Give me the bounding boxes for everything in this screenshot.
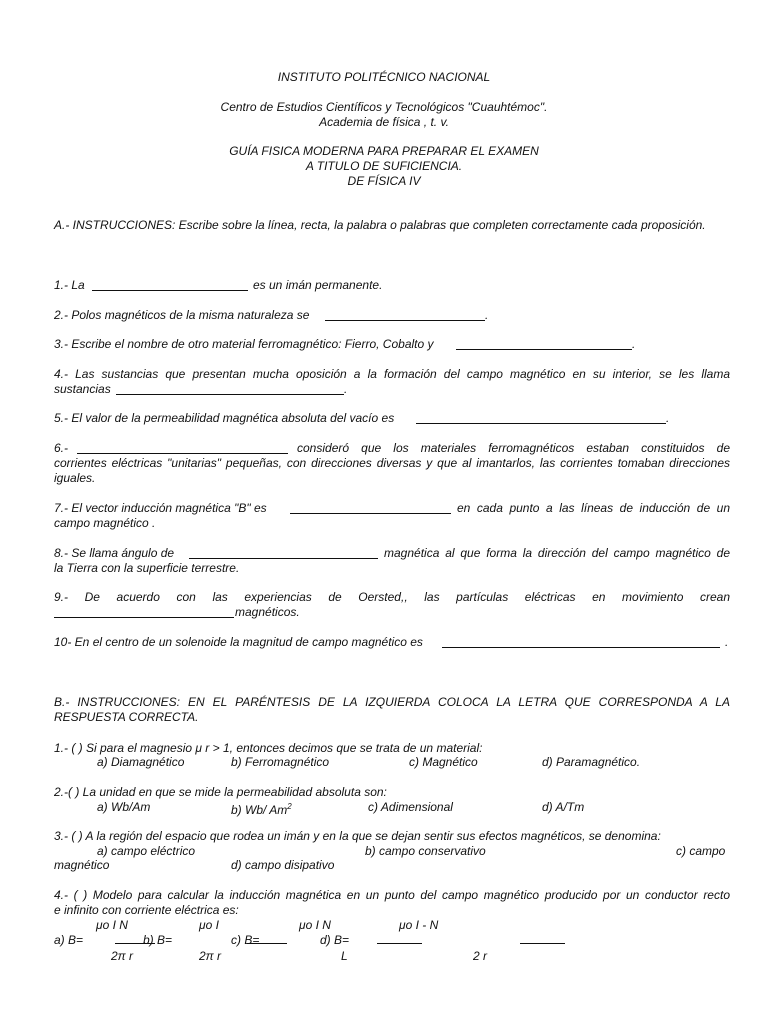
b-q3-option-c[interactable]: c) campo	[676, 844, 726, 858]
b-q4-option-a[interactable]: a) B=	[54, 933, 84, 947]
b-q2-option-b-text: b) Wb/ Am	[231, 803, 288, 817]
b-q1-option-b[interactable]: b) Ferromagnético	[231, 755, 330, 769]
b-q1-option-d[interactable]: d) Paramagnético.	[542, 755, 641, 769]
a-q4-period: .	[344, 382, 348, 396]
a-q1-suffix: es un imán permanente.	[253, 278, 383, 292]
a-q4-line2: sustancias	[54, 382, 111, 396]
a-q7-prefix: 7.- El vector inducción magnética "B" es	[54, 501, 267, 515]
b-q4-denominator-c: L	[341, 949, 348, 963]
b-q2-text: 2.-( ) La unidad en que se mide la permeabilidad absoluta son:	[54, 785, 387, 799]
b-q3-option-b[interactable]: b) campo conservativo	[365, 844, 486, 858]
b-q2-option-a[interactable]: a) Wb/Am	[97, 800, 151, 814]
a-q9-line1: 9.- De acuerdo con las experiencias de Oersted,, las partículas eléctricas en movimiento crean	[54, 590, 730, 604]
b-q4-numerator-d: μo I - N	[399, 918, 439, 932]
a-q5-text: 5.- El valor de la permeabilidad magnética absoluta del vacío es	[54, 411, 395, 425]
b-q3-text: 3.- ( ) A la región del espacio que rodea un imán y en la que se dejan sentir sus efectos magnéticos, se denomina:	[54, 829, 661, 843]
a-q5-period: .	[666, 411, 670, 425]
a-q6-rest: corrientes eléctricas "unitarias" pequeñas, con direcciones diversas y que al imantarlos, las corrientes tomaban direcciones iguales.	[54, 456, 730, 485]
b-q2-option-d[interactable]: d) A/Tm	[542, 800, 585, 814]
a-q8-blank[interactable]	[189, 558, 378, 559]
b-q1-text: 1.- ( ) Si para el magnesio μ r > 1, entonces decimos que se trata de un material:	[54, 741, 483, 755]
b-q4-numerator-c: μo I N	[299, 918, 331, 932]
b-q2-option-b[interactable]	[231, 800, 292, 817]
a-q10-period: .	[725, 635, 729, 649]
a-q1-blank[interactable]	[92, 290, 248, 291]
a-q2-blank[interactable]	[325, 320, 485, 321]
academy-name: Academia de física , t. v.	[319, 115, 449, 129]
b-q2-option-c[interactable]: c) Adimensional	[368, 800, 453, 814]
guide-title-line3: DE FÍSICA IV	[347, 174, 421, 188]
institution-title: INSTITUTO POLITÉCNICO NACIONAL	[277, 70, 491, 84]
b-q4-denominator-a: 2π r	[111, 949, 134, 963]
b-q4-fraction-bar-c	[247, 943, 287, 944]
a-q6-blank[interactable]	[77, 453, 288, 454]
a-q2-text: 2.- Polos magnéticos de la misma naturaleza se	[54, 308, 310, 322]
b-q1-option-c[interactable]: c) Magnético	[409, 755, 478, 769]
a-q4-blank[interactable]	[116, 394, 344, 395]
a-q1-prefix: 1.- La	[54, 278, 85, 292]
b-q4-option-d[interactable]: d) B=	[320, 933, 350, 947]
b-q4-numerator-a: μo I N	[96, 918, 128, 932]
b-q4-text-line1: 4.- ( ) Modelo para calcular la inducción magnética en un punto del campo magnético producido por un conductor recto	[54, 888, 730, 902]
a-q2-period: .	[485, 308, 489, 322]
center-name: Centro de Estudios Científicos y Tecnológicos "Cuauhtémoc".	[220, 100, 548, 114]
b-q4-denominator-b: 2π r	[199, 949, 222, 963]
a-q3-text: 3.- Escribe el nombre de otro material ferromagnético: Fierro, Cobalto y	[54, 337, 434, 351]
a-q9-blank[interactable]	[54, 617, 234, 618]
a-q4-line1: 4.- Las sustancias que presentan mucha oposición a la formación del campo magnético en su interior, se les llama	[54, 367, 730, 381]
b-q4-fraction-bar-extra	[520, 943, 565, 944]
b-q4-option-c[interactable]: c) B=	[231, 933, 260, 947]
b-q4-numerator-b: μo I	[199, 918, 219, 932]
a-q8-prefix: 8.- Se llama ángulo de	[54, 546, 175, 560]
b-q4-denominator-d: 2 r	[473, 949, 488, 963]
a-q8-suffix: magnética al que forma la dirección del campo magnético de	[384, 546, 730, 560]
b-q4-text-line2: e infinito con corriente eléctrica es:	[54, 903, 239, 917]
b-q4-option-b[interactable]: b) B=	[143, 933, 173, 947]
a-q9-line2: magnéticos.	[235, 605, 300, 619]
a-q7-suffix: en cada punto a las líneas de inducción de un	[457, 501, 730, 515]
a-q10-text: 10- En el centro de un solenoide la magnitud de campo magnético es	[54, 635, 423, 649]
a-q8-line2: la Tierra con la superficie terrestre.	[54, 561, 240, 575]
a-q7-blank[interactable]	[290, 513, 451, 514]
b-q3-option-d[interactable]: d) campo disipativo	[231, 858, 335, 872]
b-q3-option-a[interactable]: a) campo eléctrico	[97, 844, 196, 858]
b-q1-option-a[interactable]: a) Diamagnético	[97, 755, 185, 769]
b-q2-option-b-exponent: 2	[287, 802, 292, 811]
a-q7-line2: campo magnético .	[54, 516, 156, 530]
guide-title-line2: A TITULO DE SUFICIENCIA.	[305, 159, 463, 173]
section-b-instructions: B.- INSTRUCCIONES: EN EL PARÉNTESIS DE LA IZQUIERDA COLOCA LA LETRA QUE CORRESPONDA A LA RESPUESTA CORRECTA.	[54, 695, 730, 724]
a-q10-blank[interactable]	[442, 647, 720, 648]
section-a-instructions: A.- INSTRUCCIONES: Escribe sobre la línea, recta, la palabra o palabras que completen correctamente cada proposición.	[54, 218, 706, 232]
guide-title-line1: GUÍA FISICA MODERNA PARA PREPARAR EL EXAMEN	[229, 144, 539, 158]
a-q6-line1: consideró que los materiales ferromagnéticos estaban constituidos de	[297, 441, 730, 455]
a-q5-blank[interactable]	[416, 423, 666, 424]
b-q4-fraction-bar-d	[377, 943, 422, 944]
b-q3-option-c-cont: magnético	[54, 858, 110, 872]
a-q3-period: .	[632, 337, 636, 351]
a-q6-number: 6.-	[54, 441, 69, 455]
a-q3-blank[interactable]	[456, 349, 632, 350]
